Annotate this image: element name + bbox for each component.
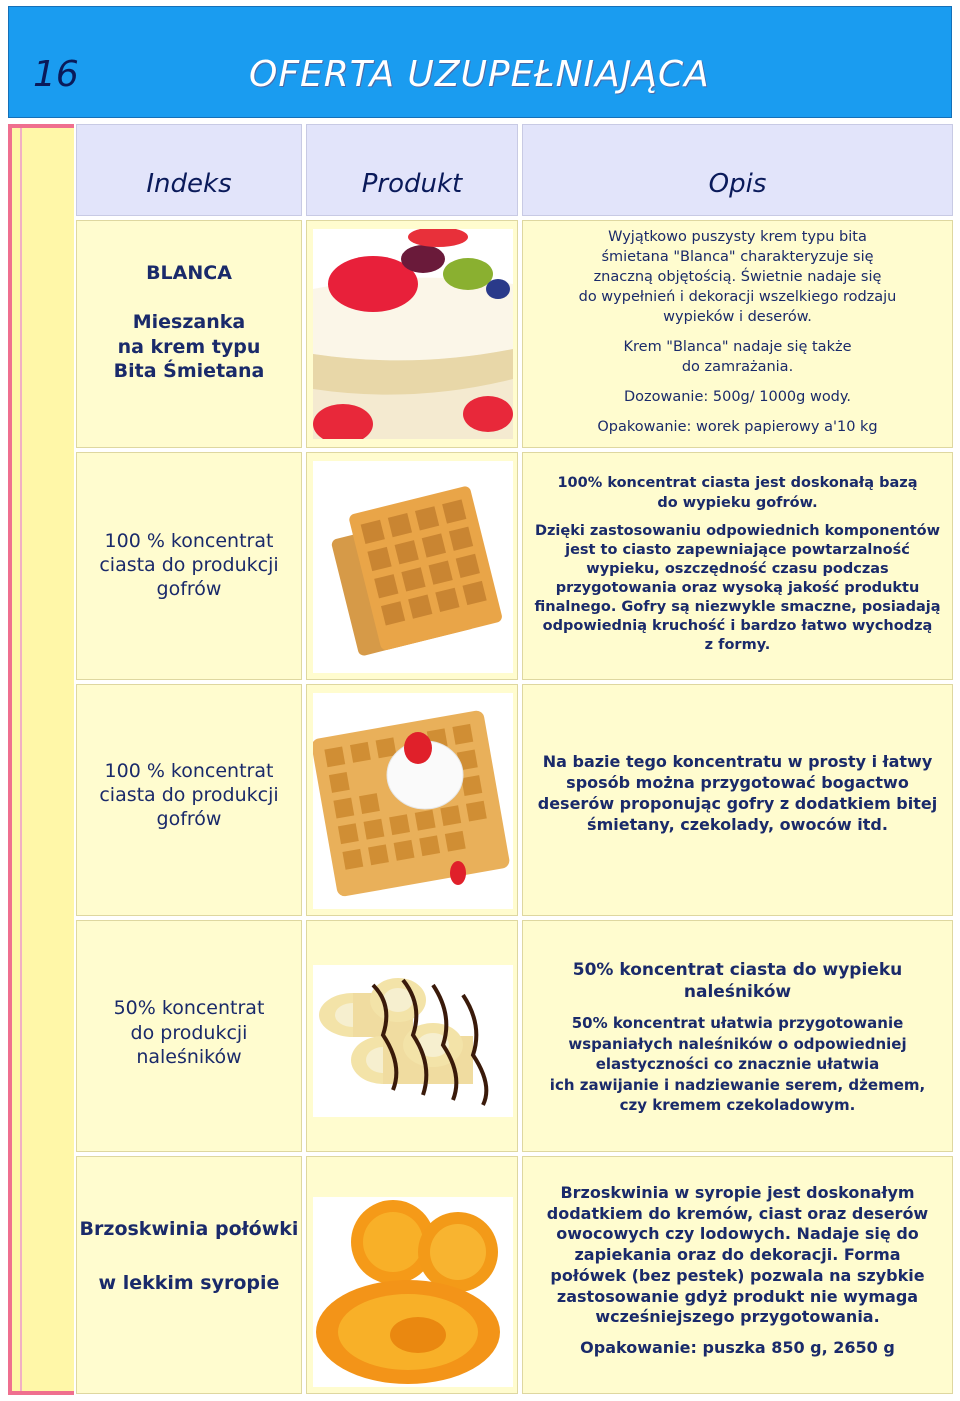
row-2-image-cell — [306, 452, 518, 680]
row-2-description-cell: 100% koncentrat ciasta jest doskonałą bazą do wypieku gofrów. Dzięki zastosowaniu odpowiednich komponentów jest to ciasto zapewniające powtarzalność wypieku, oszczędność czasu podczas przygotowania oraz wysoką jakość produktu finalnego. Gofry są niezwykle smaczne, posiadają odpowiednią kruchość i bardzo łatwo wychodzą z formy. — [522, 452, 953, 680]
row-3-description-cell: Na bazie tego koncentratu w prosty i łatwy sposób można przygotować bogactwo deserów proponując gofry z dodatkiem bitej śmietany, czekolady, owoców itd. — [522, 684, 953, 916]
row-1-description-cell: Wyjątkowo puszysty krem typu bita śmietana "Blanca" charakteryzuje się znaczną objętością. Świetnie nadaje się do wypełnień i dekoracji wszelkiego rodzaju wypieków i deserów. Krem "Blanca" nadaje się także do zamrażania. Dozowanie: 500g/ 1000g wody. Opakowanie: worek papierowy a'10 kg — [522, 220, 953, 448]
left-decorative-strip — [8, 124, 74, 1395]
row-5-index-cell: Brzoskwinia połówki w lekkim syropie — [76, 1156, 302, 1394]
product-name: Brzoskwinia połówki — [79, 1218, 299, 1240]
row-1-image-cell — [306, 220, 518, 448]
waffle-with-cream-image — [313, 693, 513, 909]
page-header — [8, 6, 952, 118]
row-5-description-cell: Brzoskwinia w syropie jest doskonałym dodatkiem do kremów, ciast oraz deserów owocowych czy lodowych. Nadaje się do zapiekania oraz do dekoracji. Forma połówek (bez pestek) pozwala na szybkie zastosowanie gdyż produkt nie wymaga wcześniejszego przygotowania. Opakowanie: puszka 850 g, 2650 g — [522, 1156, 953, 1394]
column-header-product: Produkt — [306, 124, 518, 216]
row-4-image-cell — [306, 920, 518, 1152]
rolled-pancakes-image — [313, 965, 513, 1117]
row-3-index-cell: 100 % koncentrat ciasta do produkcji gofrów — [76, 684, 302, 916]
row-5-image-cell — [306, 1156, 518, 1394]
peach-halves-image — [313, 1197, 513, 1387]
column-header-description: Opis — [522, 124, 953, 216]
product-name: BLANCA — [146, 262, 232, 284]
page-number: 16 — [33, 54, 79, 95]
column-header-index: Indeks — [76, 124, 302, 216]
row-3-image-cell — [306, 684, 518, 916]
product-name: 100 % koncentrat — [104, 760, 274, 782]
product-name: 50% koncentrat — [113, 997, 265, 1019]
cake-with-strawberries-image — [313, 229, 513, 439]
product-name: 100 % koncentrat — [104, 530, 274, 552]
waffles-image — [313, 461, 513, 673]
row-2-index-cell: 100 % koncentrat ciasta do produkcji gofrów — [76, 452, 302, 680]
page-title: OFERTA UZUPEŁNIAJĄCA — [249, 54, 710, 95]
row-1-index-cell: BLANCA Mieszanka na krem typu Bita Śmietana — [76, 220, 302, 448]
row-4-index-cell: 50% koncentrat do produkcji naleśników — [76, 920, 302, 1152]
row-4-description-cell: 50% koncentrat ciasta do wypieku naleśników 50% koncentrat ułatwia przygotowanie wspaniałych naleśników o odpowiedniej elastyczności co znacznie ułatwia ich zawijanie i nadziewanie serem, dżemem, czy kremem czekoladowym. — [522, 920, 953, 1152]
